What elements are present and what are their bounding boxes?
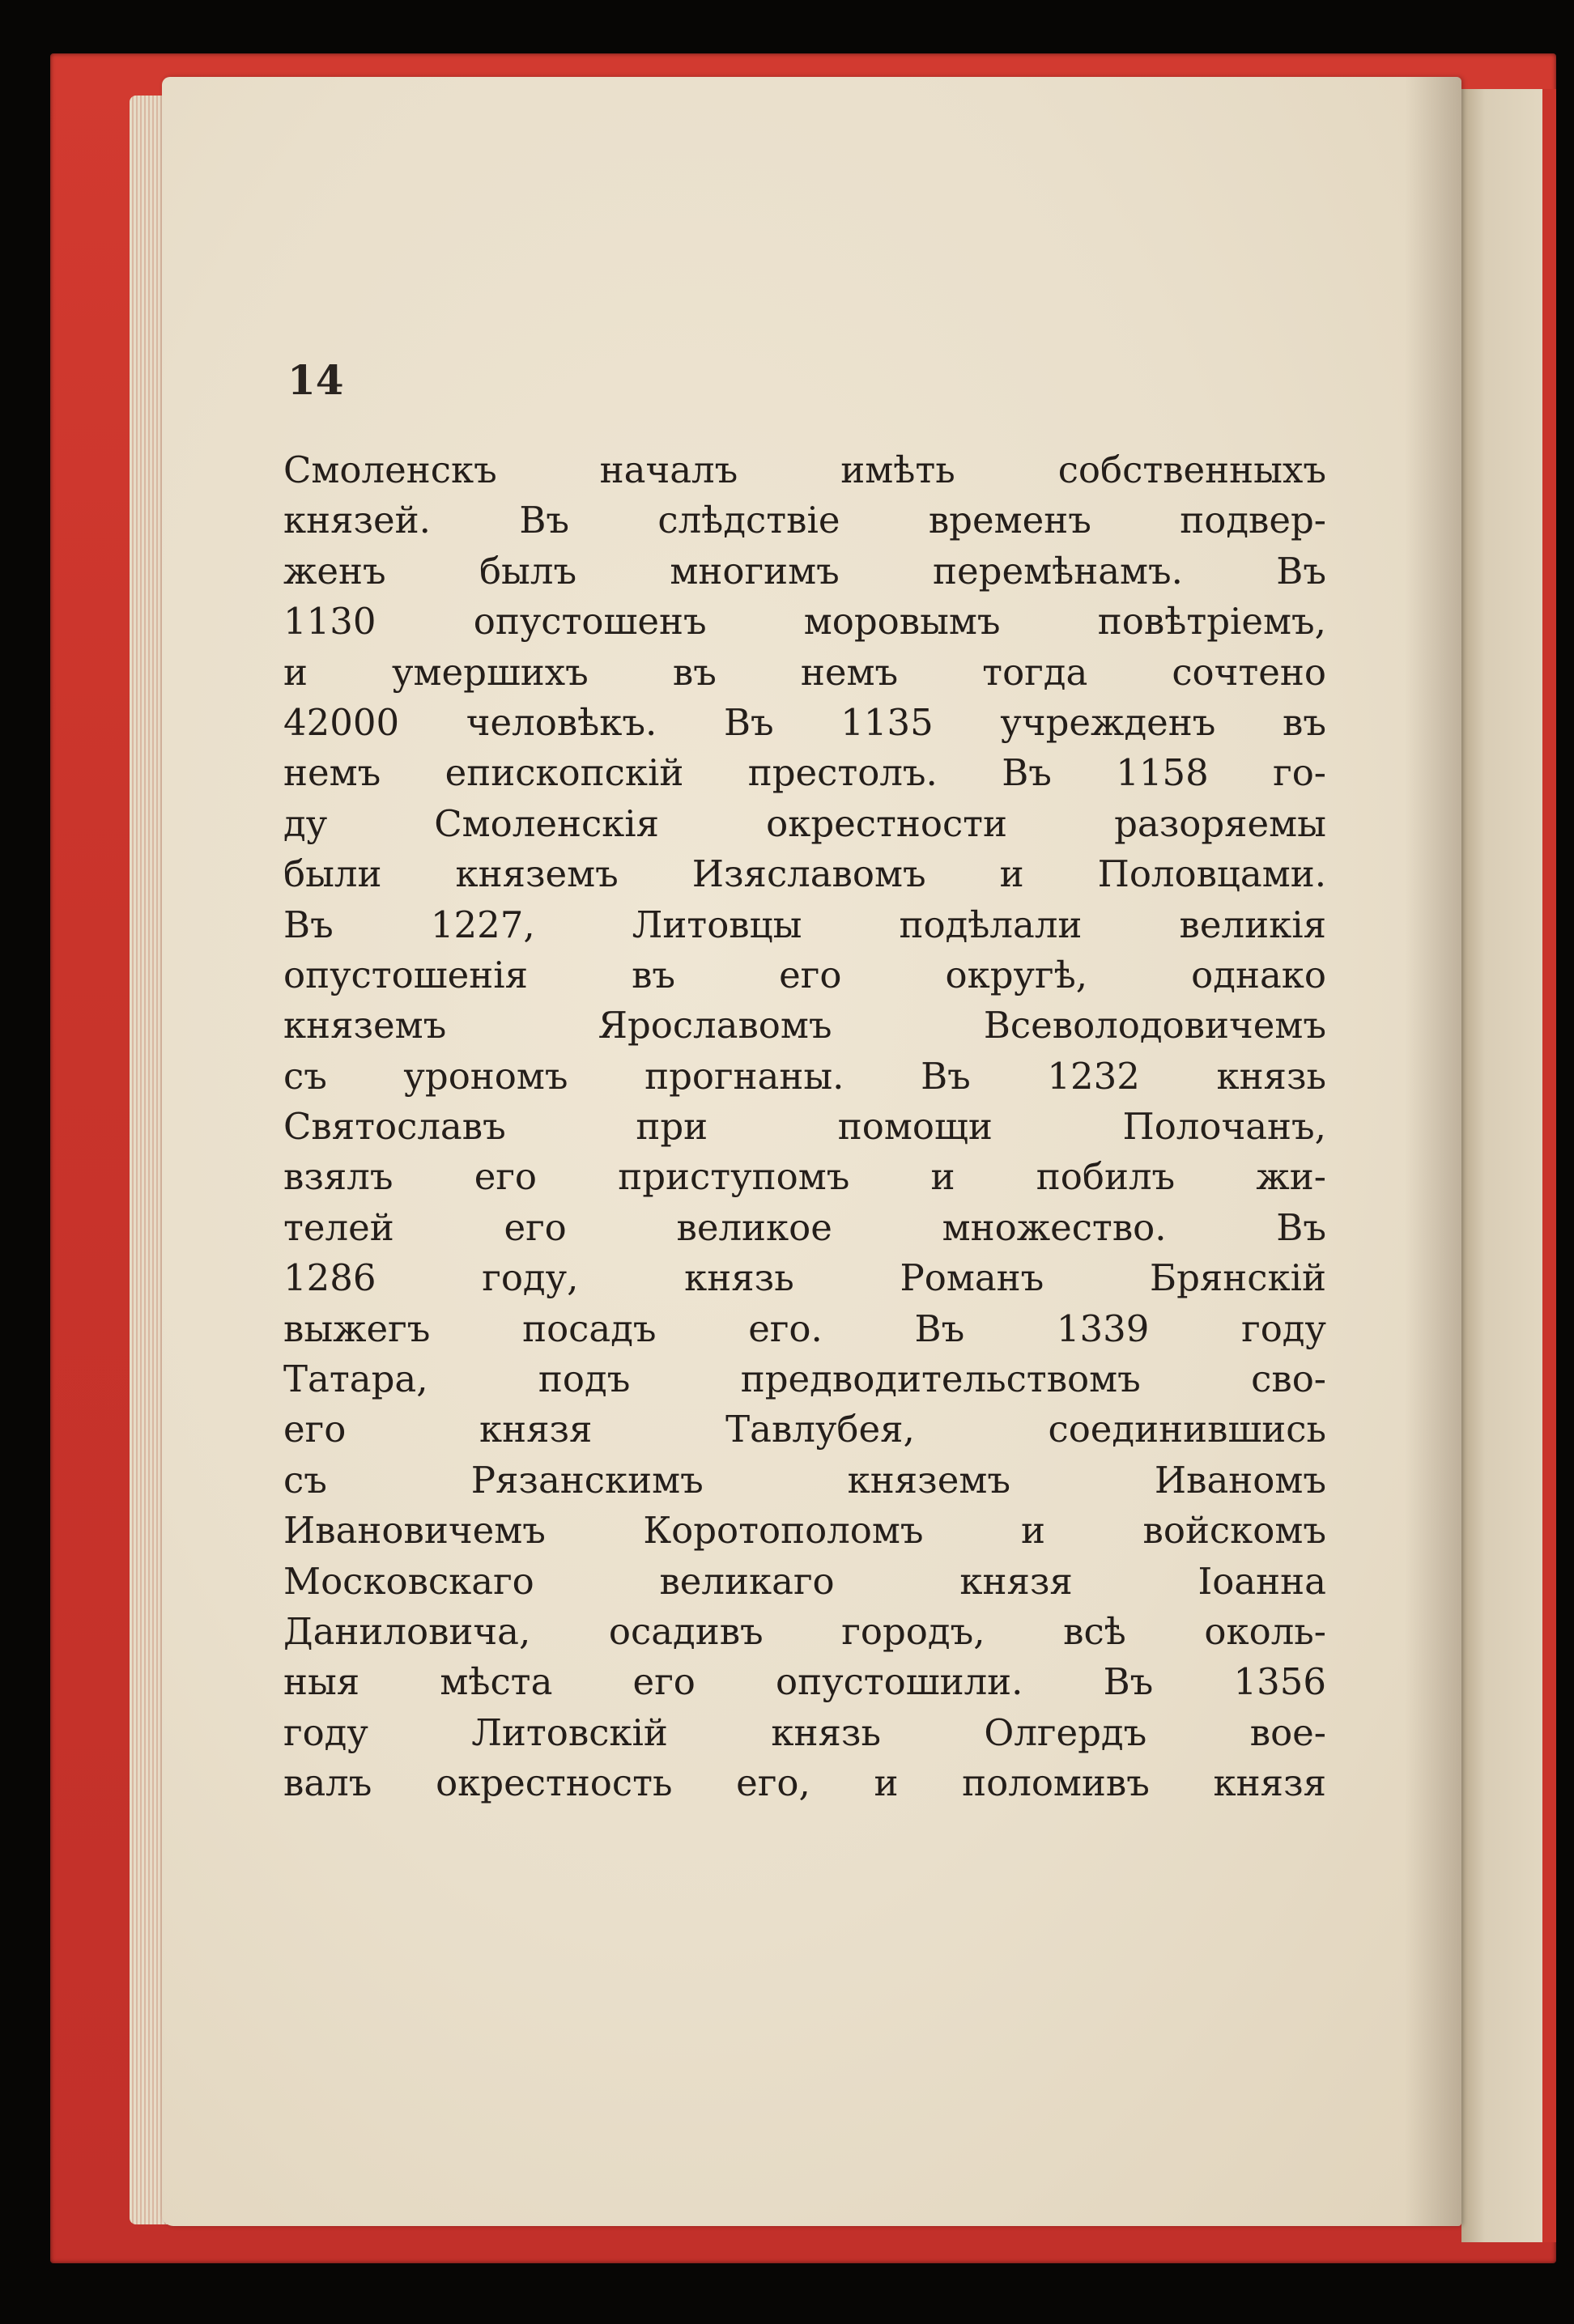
text-line: были княземъ Изяславомъ и Половцами. <box>283 852 1326 896</box>
text-line: съ урономъ прогнаны. Въ 1232 князь <box>283 1054 1326 1098</box>
text-line: 1286 году, князь Романъ Брянскій <box>283 1256 1326 1300</box>
page-number: 14 <box>287 356 344 404</box>
text-line: князей. Въ слѣдствіе временъ подвер- <box>283 499 1326 542</box>
text-line: выжегъ посадъ его. Въ 1339 году <box>283 1306 1326 1350</box>
text-line: 1130 опустошенъ моровымъ повѣтріемъ, <box>283 600 1326 644</box>
text-line: 42000 человѣкъ. Въ 1135 учрежденъ въ <box>283 700 1326 744</box>
text-line: княземъ Ярославомъ Всеволодовичемъ <box>283 1004 1326 1047</box>
text-line: ныя мѣста его опустошили. Въ 1356 <box>283 1660 1326 1704</box>
text-line: взялъ его приступомъ и побилъ жи- <box>283 1155 1326 1199</box>
text-line: Даниловича, осадивъ городъ, всѣ околь- <box>283 1609 1326 1653</box>
text-line: Московскаго великаго князя Іоанна <box>283 1559 1326 1603</box>
text-line: его князя Тавлубея, соединившись <box>283 1408 1326 1451</box>
text-line: Ивановичемъ Коротополомъ и войскомъ <box>283 1509 1326 1553</box>
text-line: и умершихъ въ немъ тогда сочтено <box>283 650 1326 694</box>
text-line: Святославъ при помощи Полочанъ, <box>283 1105 1326 1149</box>
facing-cover-edge <box>1542 89 1556 2242</box>
page-gutter-shadow <box>1405 77 1461 2226</box>
page-text <box>283 445 1326 1809</box>
text-line: Смоленскъ началъ имѣть собственныхъ <box>283 448 1326 491</box>
text-line: валъ окрестность его, и поломивъ князя <box>283 1761 1326 1805</box>
text-line: Въ 1227, Литовцы подѣлали великія <box>283 903 1326 946</box>
text-line: году Литовскій князь Олгердъ вое- <box>283 1710 1326 1754</box>
text-line: телей его великое множество. Въ <box>283 1205 1326 1249</box>
text-line: опустошенія въ его округѣ, однако <box>283 953 1326 996</box>
text-line: женъ былъ многимъ перемѣнамъ. Въ <box>283 549 1326 593</box>
text-line: Татара, подъ предводительствомъ сво- <box>283 1357 1326 1401</box>
text-line: ду Смоленскія окрестности разоряемы <box>283 801 1326 845</box>
text-line: съ Рязанскимъ княземъ Иваномъ <box>283 1458 1326 1502</box>
text-line: немъ епископскій престолъ. Въ 1158 го- <box>283 751 1326 795</box>
